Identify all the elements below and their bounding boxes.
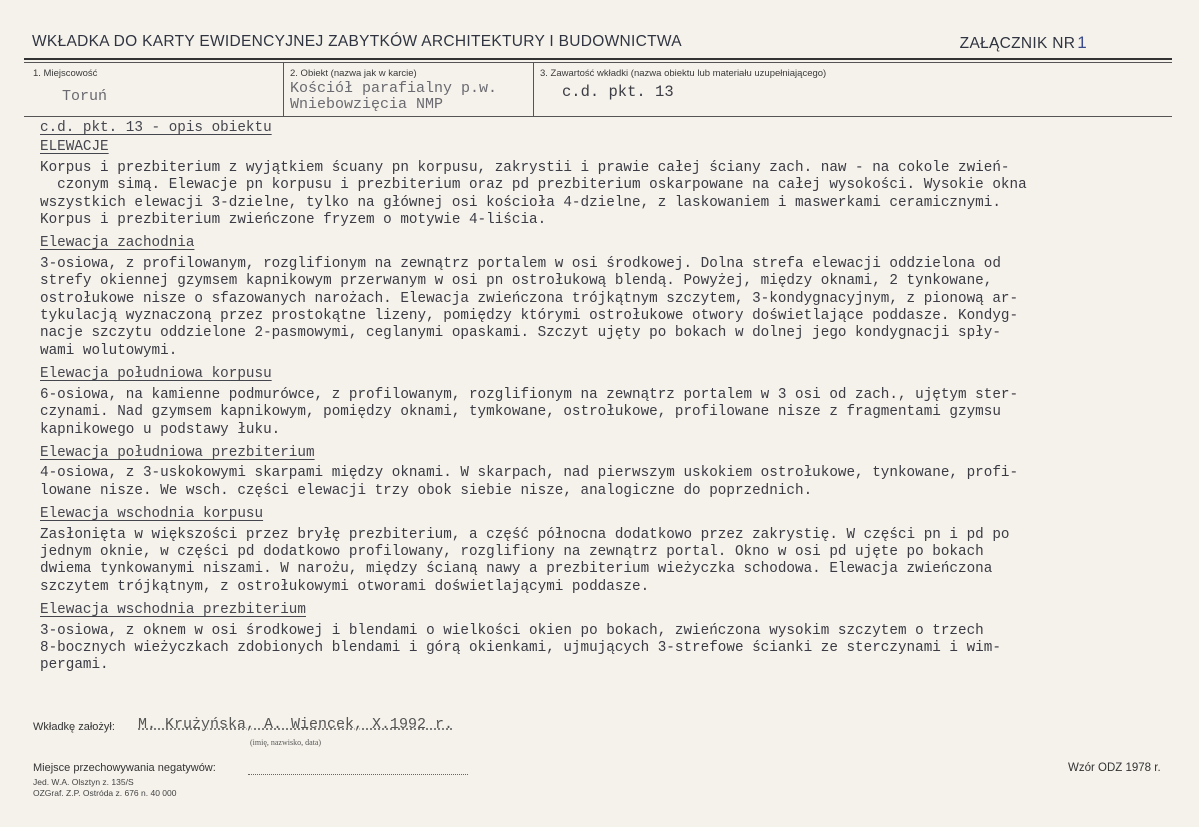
section-text-line: czynami. Nad gzymsem kapnikowym, pomiędzy oknami, tymkowane, ostrołukowe, profilowane nisze z fragmentami gzymsu xyxy=(40,404,1001,421)
locality-label: 1. Miejscowość xyxy=(33,68,98,79)
locality-value: Toruń xyxy=(62,88,108,105)
section-text-line: Korpus i prezbiterium z wyjątkiem ścuany pn korpusu, zakrystii i prawie całej ściany zach. naw - na cokole zwień- xyxy=(40,159,1010,176)
content-value: c.d. pkt. 13 xyxy=(562,83,674,101)
form-model: Wzór ODZ 1978 r. xyxy=(1068,762,1161,774)
section-text-line: Zasłonięta w większości przez bryłę prezbiterium, a część północna dodatkowo przez zakrystię. W części pn i pd po xyxy=(40,526,1010,543)
sections-container xyxy=(40,139,1170,678)
object-label: 2. Obiekt (nazwa jak w karcie) xyxy=(290,68,417,79)
section-heading: Elewacja zachodnia xyxy=(40,235,195,252)
section-text-line: 8-bocznych wieżyczkach zdobionych blendami i górą okienkami, ujmujących 3-strefowe ścianki ze sterczynami i wim- xyxy=(40,639,1001,656)
intro-heading: c.d. pkt. 13 - opis obiektu xyxy=(40,120,272,136)
content-label: 3. Zawartość wkładki (nazwa obiektu lub materiału uzupełniającego) xyxy=(540,68,827,79)
prepared-value: M. Krużyńska, A. Wiencek, X.1992 r. xyxy=(138,716,454,733)
print-info-line2: OZGraf. Z.P. Ostróda z. 676 n. 40 000 xyxy=(33,788,177,798)
section-heading: ELEWACJE xyxy=(40,139,109,156)
section-text-line: lowane nisze. We wsch. części elewacji trzy obok siebie nisze, analogiczne do poprzednich. xyxy=(40,482,813,499)
header-rule-2 xyxy=(24,62,1172,63)
annex-label xyxy=(960,33,1087,53)
section-text-line: Korpus i prezbiterium zwieńczone fryzem o motywie 4-liścia. xyxy=(40,212,547,229)
section-gap xyxy=(40,500,1170,504)
header-rule xyxy=(24,58,1172,60)
object-value-line2: Wniebowzięcia NMP xyxy=(290,96,444,113)
section-text-line: szczytem trójkątnym, z ostrołukowymi otworami doświetlającymi poddasze. xyxy=(40,578,650,595)
card-title: WKŁADKA DO KARTY EWIDENCYJNEJ ZABYTKÓW ARCHITEKTURY I BUDOWNICTWA xyxy=(32,33,682,50)
section-text-line: nacje szczytu oddzielone 2-pasmowymi, ceglanymi opaskami. Szczyt ujęty po bokach w dolnej jego kondygnacji spły- xyxy=(40,325,1001,342)
negatives-dotted-line xyxy=(248,774,468,775)
section-text-line: strefy okiennej gzymsem kapnikowym przerwanym w osi pn ostrołukową blendą. Powyżej, między oknami, 2 tynkowane, xyxy=(40,273,993,290)
field-divider-2 xyxy=(533,62,534,116)
section-gap xyxy=(40,229,1170,233)
annex-number: 1 xyxy=(1077,33,1087,52)
annex-label-text: ZAŁĄCZNIK NR xyxy=(959,35,1076,52)
object-value-line1: Kościół parafialny p.w. xyxy=(290,80,498,97)
section-text-line: wszystkich elewacji 3-dzielne, tylko na głównej osi kościoła 4-dzielne, z laskowaniem i maswerkami ceramicznymi. xyxy=(40,194,1001,211)
section-text-line: tykulacją wyznaczoną przez prostokątne lizeny, pomiędzy którymi ostrołukowe otwory doświetlające poddasze. Kondyg- xyxy=(40,308,1019,325)
prepared-sublabel: (imię, nazwisko, data) xyxy=(250,738,322,747)
section-text-line: dwiema tynkowanymi niszami. W narożu, między ścianą nawy a prezbiterium wieżyczka schodowa. Elewacja zwieńczona xyxy=(40,561,993,578)
print-info-line1: Jed. W.A. Olsztyn z. 135/S xyxy=(33,777,134,787)
negatives-label: Miejsce przechowywania negatywów: xyxy=(33,762,216,774)
section-heading: Elewacja południowa prezbiterium xyxy=(40,444,315,461)
prepared-label: Wkładkę założył: xyxy=(33,721,115,733)
section-text-line: pergami. xyxy=(40,657,109,674)
section-gap xyxy=(40,675,1170,679)
section-heading: Elewacja wschodnia prezbiterium xyxy=(40,602,306,619)
section-text-line: 3-osiowa, z oknem w osi środkowej i blendami o wielkości okien po bokach, zwieńczona wysokim szczytem o trzech xyxy=(40,622,984,639)
section-gap xyxy=(40,596,1170,600)
section-text-line: wami wolutowymi. xyxy=(40,342,178,359)
section-heading: Elewacja wschodnia korpusu xyxy=(40,506,264,523)
description-body xyxy=(40,120,1170,679)
field-divider-1 xyxy=(283,62,284,116)
section-gap xyxy=(40,439,1170,443)
section-text-line: 3-osiowa, z profilowanym, rozglifionym na zewnątrz portalem w osi środkowej. Dolna strefa elewacji oddzielona od xyxy=(40,255,1001,272)
section-gap xyxy=(40,360,1170,364)
print-info xyxy=(33,777,176,799)
section-text-line: jednym oknie, w części pd dodatkowo profilowany, rozglifiony na zewnątrz portal. Okno w osi pd ujęte po bokach xyxy=(40,543,984,560)
section-heading: Elewacja południowa korpusu xyxy=(40,366,272,383)
section-text-line: 6-osiowa, na kamienne podmurówce, z profilowanym, rozglifionym na zewnątrz portalem w 3 osi od zach., ujętym ster- xyxy=(40,386,1019,403)
section-text-line: kapnikowego u podstawy łuku. xyxy=(40,421,281,438)
section-text-line: czonym simą. Elewacje pn korpusu i prezbiterium oraz pd prezbiterium oskarpowane na całej wysokości. Wysokie okna xyxy=(40,177,1027,194)
section-text-line: 4-osiowa, z 3-uskokowymi skarpami między oknami. W skarpach, nad pierwszym uskokiem ostrołukowe, tynkowane, profi- xyxy=(40,465,1019,482)
fields-bottom-rule xyxy=(24,116,1172,117)
section-text-line: ostrołukowe nisze o sfazowanych narożach. Elewacja zwieńczona trójkątnym szczytem, 3-kondygnacyjnym, z pionową ar- xyxy=(40,290,1019,307)
